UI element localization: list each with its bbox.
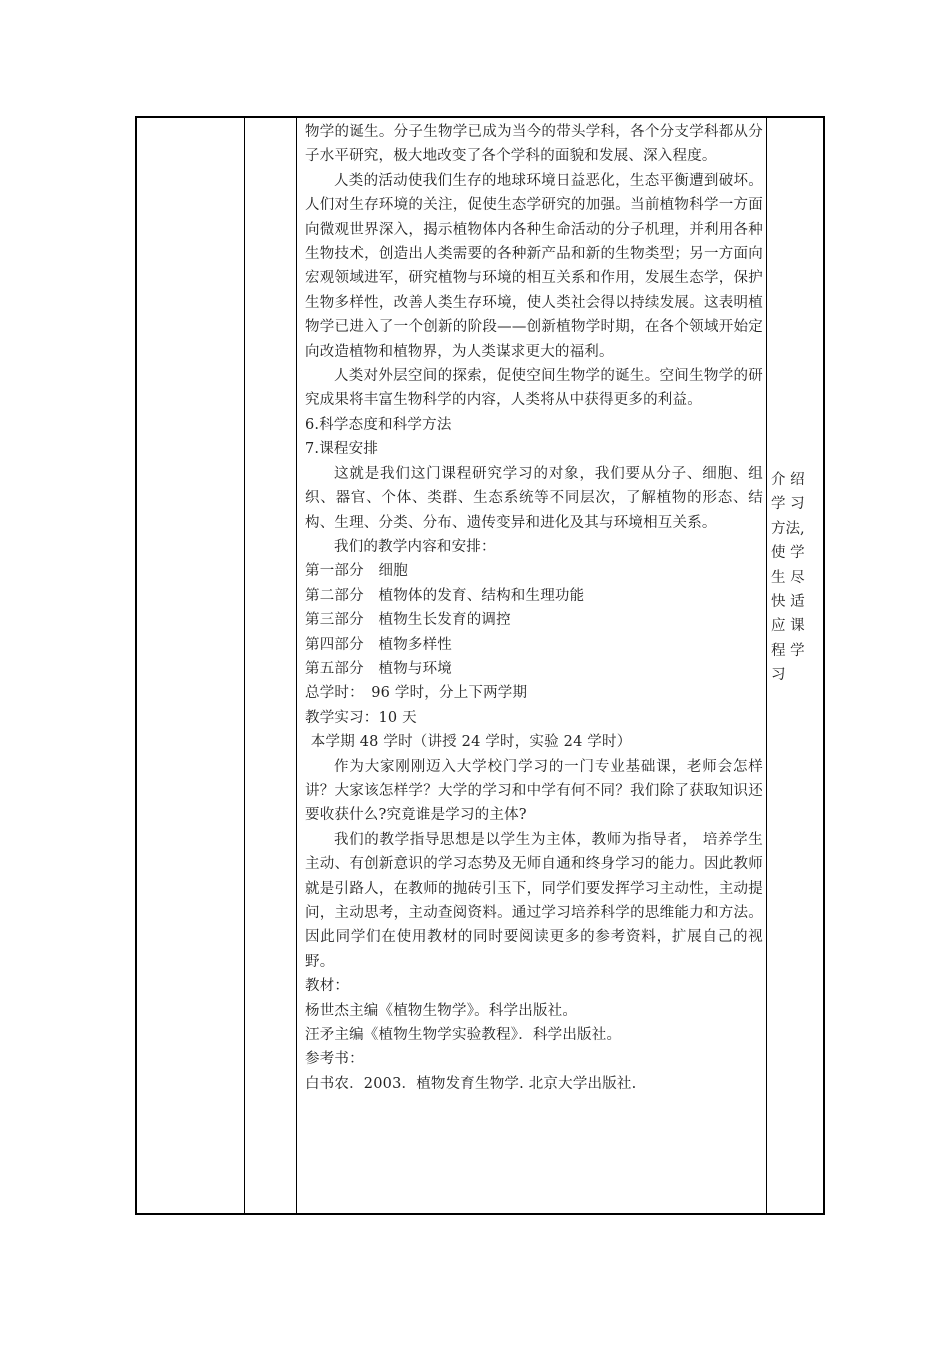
paragraph: 这就是我们这门课程研究学习的对象，我们要从分子、细胞、组织、器官、个体、类群、生态系统等不同层次，了解植物的形态、结构、生理、分类、分布、遗传变异和进化及其与环境相互关系。	[305, 465, 763, 531]
textbook-heading: 教材：	[305, 978, 350, 995]
paragraph: 我们的教学内容和安排：	[334, 538, 496, 555]
list-item: 第五部分 植物与环境	[305, 660, 452, 677]
side-note-line: 快 适	[771, 594, 805, 611]
list-item: 第一部分 细胞	[305, 563, 408, 580]
practice-days: 教学实习：10 天	[305, 709, 417, 726]
side-note-line: 习	[771, 667, 786, 684]
paragraph: 我们的教学指导思想是以学生为主体，教师为指导者， 培养学生主动、有创新意识的学习态势及无师自通和终身学习的能力。因此教师就是引路人，在教师的抛砖引玉下，同学们要发挥学习主动性，主动提问，主动思考，主动查阅资料。通过学习培养科学的思维能力和方法。因此同学们在使用教材的同时要阅读更多的参考资料，扩展自己的视野。	[305, 831, 763, 970]
list-item: 第二部分 植物体的发育、结构和生理功能	[305, 587, 585, 604]
reference-heading: 参考书：	[305, 1051, 364, 1068]
column-divider	[244, 118, 245, 1213]
side-note-line: 程 学	[771, 642, 805, 659]
paragraph: 人类的活动使我们生存的地球环境日益恶化，生态平衡遭到破坏。人们对生存环境的关注，促使生态学研究的加强。当前植物科学一方面向微观世界深入，揭示植物体内各种生命活动的分子机理，并利用各种生物技术，创造出人类需要的各种新产品和新的生物类型；另一方面向宏观领域进军，研究植物与环境的相互关系和作用，发展生态学，保护生物多样性，改善人类生存环境，使人类社会得以持续发展。这表明植物学已进入了一个创新的阶段——创新植物学时期，在各个领域开始定向改造植物和植物界，为人类谋求更大的福利。	[305, 172, 763, 360]
column-divider	[296, 118, 297, 1213]
paragraph: 物学的诞生。分子生物学已成为当今的带头学科，各个分支学科都从分子水平研究，极大地改变了各个学科的面貌和发展、深入程度。	[305, 124, 763, 165]
teaching-content-column	[305, 120, 763, 1096]
column-divider	[766, 118, 767, 1213]
paragraph: 人类对外层空间的探索，促使空间生物学的诞生。空间生物学的研究成果将丰富生物科学的内容，人类将从中获得更多的利益。	[305, 368, 763, 409]
side-note-line: 介 绍	[771, 472, 805, 488]
section-heading: 7.课程安排	[305, 441, 379, 458]
semester-hours: 本学期 48 学时（讲授 24 学时，实验 24 学时）	[310, 734, 632, 751]
lesson-plan-table	[135, 116, 825, 1215]
list-item: 第四部分 植物多样性	[305, 636, 452, 653]
side-note-line: 学 习	[771, 496, 805, 513]
side-note-line: 生 尽	[771, 569, 805, 586]
textbook-item: 汪矛主编《植物生物学实验教程》．科学出版社。	[305, 1027, 622, 1044]
side-note-line: 使 学	[771, 545, 805, 562]
list-item: 第三部分 植物生长发育的调控	[305, 612, 511, 629]
side-note-line: 应 课	[771, 618, 805, 635]
paragraph: 作为大家刚刚迈入大学校门学习的一门专业基础课，老师会怎样讲？大家该怎样学？大学的学习和中学有何不同？我们除了获取知识还要收获什么?究竟谁是学习的主体?	[305, 758, 763, 824]
reference-item: 白书农．2003．植物发育生物学. 北京大学出版社.	[305, 1075, 637, 1092]
side-note-line: 方法,	[771, 520, 805, 537]
side-note-column	[771, 468, 823, 688]
section-heading: 6.科学态度和科学方法	[305, 416, 452, 433]
course-hours: 总学时： 96 学时，分上下两学期	[305, 685, 528, 702]
textbook-item: 杨世杰主编《植物生物学》。科学出版社。	[305, 1002, 578, 1019]
